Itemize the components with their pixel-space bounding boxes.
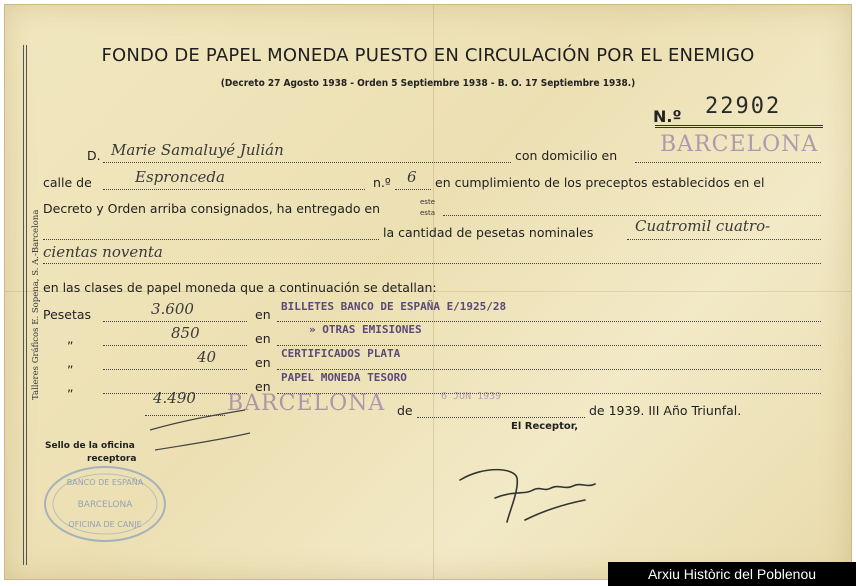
- archive-caption: Arxiu Històric del Poblenou: [608, 562, 856, 586]
- de-label: de: [397, 403, 413, 418]
- cumplimiento-text: en cumplimiento de los preceptos establecidos en el: [435, 175, 765, 190]
- year-text: de 1939. III Año Triunfal.: [589, 403, 742, 418]
- amount-handwriting-1: Cuatromil cuatro-: [635, 217, 771, 235]
- serial-label: N.º: [653, 107, 682, 126]
- serial-underline: [655, 125, 823, 128]
- number-label: n.º: [373, 175, 391, 190]
- row3-ditto: „: [67, 355, 74, 370]
- date-stamp: 6 JUN 1939: [441, 391, 502, 402]
- row2-amount-dots: [103, 345, 247, 346]
- receipt-paper: [4, 4, 852, 580]
- row4-ditto: „: [67, 379, 74, 394]
- pen-flourish: [145, 405, 255, 455]
- domicilio-label: con domicilio en: [515, 148, 618, 163]
- row1-type: BILLETES BANCO DE ESPAÑA E/1925/28: [281, 300, 507, 313]
- receptor-signature: [455, 460, 605, 530]
- clases-text: en las clases de papel moneda que a continuación se detallan:: [43, 280, 437, 295]
- row4-en: en: [255, 379, 271, 394]
- total-handwriting: 4.490: [153, 389, 196, 407]
- oval-bottom-text: OFICINA DE CANJE: [68, 520, 142, 529]
- name-handwriting: Marie Samaluyé Julián: [111, 141, 284, 159]
- city-stamp: BARCELONA: [227, 391, 386, 416]
- printer-imprint: Talleres Gráficos E. Sopena, S. A.-Barcelona: [31, 209, 41, 400]
- amount-handwriting-2: cientas noventa: [43, 243, 163, 261]
- row1-amount: 3.600: [151, 300, 194, 318]
- domicilio-stamp: BARCELONA: [660, 132, 819, 157]
- continuation-dots: [43, 263, 821, 264]
- sello-label-2: receptora: [87, 454, 137, 464]
- cantidad-lead-dots: [43, 239, 379, 240]
- serial-number: 22902: [705, 94, 782, 119]
- oval-mid-text: BARCELONA: [77, 500, 133, 510]
- domicilio-dots: [635, 162, 821, 163]
- row2-ditto: „: [67, 331, 74, 346]
- d-label: D.: [87, 148, 101, 163]
- row3-en: en: [255, 355, 271, 370]
- margin-rule: [23, 45, 24, 565]
- number-handwriting: 6: [407, 168, 417, 186]
- calle-handwriting: Espronceda: [135, 168, 225, 186]
- oval-top-text: BANCO DE ESPAÑA: [66, 478, 144, 487]
- decreto-text: Decreto y Orden arriba consignados, ha entregado en: [43, 201, 381, 216]
- row3-amount: 40: [197, 348, 217, 366]
- row2-type-dots: [277, 345, 821, 346]
- calle-label: calle de: [43, 175, 92, 190]
- esta-label: esta: [420, 209, 435, 217]
- receptor-label: El Receptor,: [511, 421, 579, 432]
- date-dots: [417, 417, 585, 418]
- row3-amount-dots: [103, 369, 247, 370]
- document-subtitle: (Decreto 27 Agosto 1938 - Orden 5 Septiembre 1938 - B. O. 17 Septiembre 1938.): [220, 78, 636, 89]
- cantidad-label: la cantidad de pesetas nominales: [383, 225, 594, 240]
- row3-type-dots: [277, 369, 821, 370]
- calle-dots: [103, 189, 365, 190]
- este-label: este: [420, 198, 436, 206]
- row4-type: PAPEL MONEDA TESORO: [281, 371, 407, 384]
- row1-type-dots: [277, 321, 821, 322]
- sello-label-1: Sello de la oficina: [45, 441, 135, 451]
- margin-rule-inner: [26, 45, 27, 565]
- row1-amount-dots: [103, 321, 247, 322]
- name-dots: [103, 162, 511, 163]
- pesetas-label: Pesetas: [43, 307, 92, 322]
- number-dots: [395, 189, 431, 190]
- row2-amount: 850: [171, 324, 200, 342]
- row2-type: » OTRAS EMISIONES: [309, 323, 422, 336]
- cantidad-dots: [627, 239, 821, 240]
- entregado-dots: [443, 215, 821, 216]
- row3-type: CERTIFICADOS PLATA: [281, 347, 401, 360]
- document-title: FONDO DE PAPEL MONEDA PUESTO EN CIRCULACIÓN POR EL ENEMIGO: [101, 45, 755, 66]
- bank-oval-stamp: [43, 465, 167, 543]
- row2-en: en: [255, 331, 271, 346]
- row1-en: en: [255, 307, 271, 322]
